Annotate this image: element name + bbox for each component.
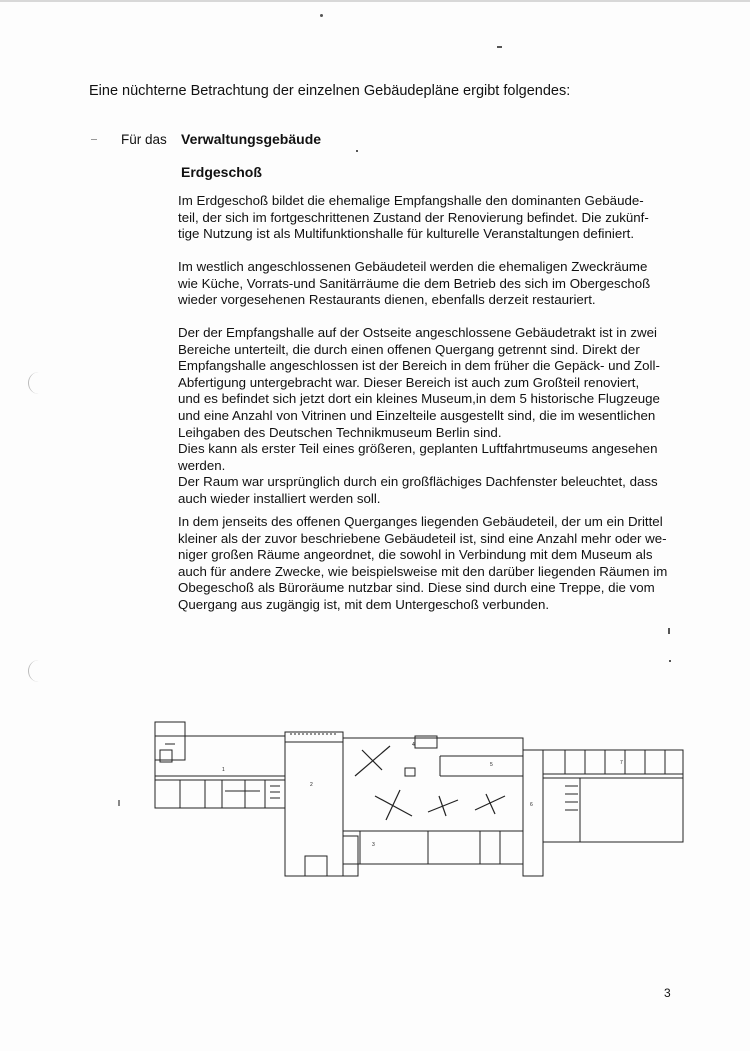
room-number-label: 1 <box>222 767 225 773</box>
text-line: und eine Anzahl von Vitrinen und Einzelteile ausgestellt sind, die im wesentlichen <box>178 407 656 423</box>
scan-speck <box>320 14 323 17</box>
text-line: Obegeschoß als Büroräume nutzbar sind. Diese sind durch eine Treppe, die vom <box>178 580 655 596</box>
text-line: Im Erdgeschoß bildet die ehemalige Empfangshalle den dominanten Gebäude- <box>178 193 644 208</box>
text-line: Leihgaben des Deutschen Technikmuseum Berlin sind. <box>178 424 502 440</box>
room-number-label: 4 <box>412 742 415 748</box>
scan-speck <box>669 660 671 662</box>
text-line: Der Raum war ursprünglich durch ein großflächiges Dachfenster beleuchtet, dass <box>178 474 658 490</box>
paragraph-ground-floor-hall <box>178 193 684 243</box>
building-title: Verwaltungsgebäude <box>181 131 322 147</box>
text-line: Dies kann als erster Teil eines größeren, geplanten Luftfahrtmuseums angesehen <box>178 441 658 457</box>
text-line: auch für andere Zwecke, wie beispielsweise mit den darüber liegenden Räumen im <box>178 563 668 579</box>
room-number-label: 3 <box>372 842 375 848</box>
scan-speck <box>668 628 670 634</box>
room-number-label: 5 <box>490 762 493 768</box>
for-label: Für das <box>121 132 167 147</box>
scan-speck <box>497 46 502 48</box>
intro-sentence: Eine nüchterne Betrachtung der einzelnen Gebäudepläne ergibt folgendes: <box>89 83 571 99</box>
museum-block-outline <box>343 736 523 864</box>
text-line: Der der Empfangshalle auf der Ostseite angeschlossene Gebäudetrakt ist in zwei <box>178 325 657 340</box>
text-line: wie Küche, Vorrats-und Sanitärräume die dem Betrieb des sich im Obergeschoß <box>178 275 651 291</box>
room-number-label: 2 <box>310 782 313 788</box>
paragraph-west-wing <box>178 259 684 309</box>
text-line: auch wieder installiert werden soll. <box>178 490 381 506</box>
aircraft-exhibit <box>355 746 505 820</box>
scan-top-edge <box>0 0 750 2</box>
room-number-label: 6 <box>530 802 533 808</box>
text-line: Bereiche unterteilt, die durch einen offenen Quergang getrennt sind. Direkt der <box>178 341 640 357</box>
page-number: 3 <box>664 986 671 1000</box>
scan-speck <box>91 139 97 140</box>
entrance-hall-outline <box>285 732 358 876</box>
scan-speck <box>118 800 120 806</box>
text-line: Abfertigung untergebracht war. Dieser Bereich ist auch zum Großteil renoviert, <box>178 374 640 390</box>
text-line: In dem jenseits des offenen Querganges liegenden Gebäudeteil, der um ein Drittel <box>178 514 663 529</box>
text-line: werden. <box>178 457 226 473</box>
east-wing-outline <box>523 750 683 876</box>
ground-floor-plan <box>150 716 690 890</box>
text-line: Im westlich angeschlossenen Gebäudeteil werden die ehemaligen Zweckräume <box>178 259 648 274</box>
west-wing-outline <box>155 722 285 808</box>
text-line: Quergang aus zugängig ist, mit dem Untergeschoß verbunden. <box>178 596 550 612</box>
binder-hole-mark <box>28 372 49 394</box>
binder-hole-mark <box>28 660 49 682</box>
text-line: niger großen Räume angeordnet, die sowohl in Verbindung mit dem Museum als <box>178 547 653 563</box>
text-line: tige Nutzung ist als Multifunktionshalle für kulturelle Veranstaltungen definiert. <box>178 226 635 242</box>
text-line: Empfangshalle angeschlossen ist der Bereich in dem früher die Gepäck- und Zoll- <box>178 358 660 374</box>
paragraph-east-wing-museum <box>178 325 684 508</box>
scan-speck <box>356 150 358 152</box>
paragraph-beyond-corridor <box>178 514 684 614</box>
room-number-label: 7 <box>620 760 623 766</box>
text-line: teil, der sich im fortgeschrittenen Zustand der Renovierung befindet. Die zukünf- <box>178 209 649 225</box>
text-line: und es befindet sich jetzt dort ein kleines Museum,in dem 5 historische Flugzeuge <box>178 391 660 407</box>
floor-title: Erdgeschoß <box>181 164 262 180</box>
text-line: wieder vorgesehenen Restaurants dienen, ebenfalls derzeit restauriert. <box>178 292 596 308</box>
text-line: kleiner als der zuvor beschriebene Gebäudeteil ist, sind eine Anzahl mehr oder we- <box>178 530 667 546</box>
